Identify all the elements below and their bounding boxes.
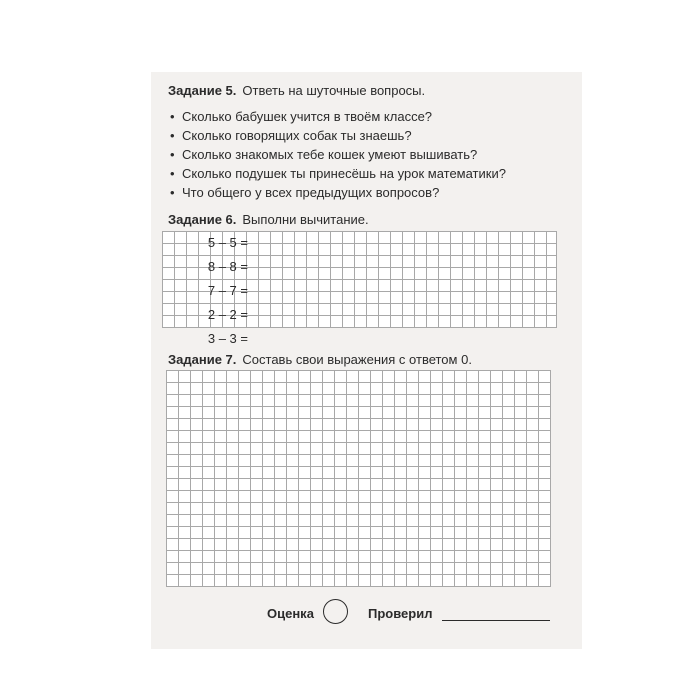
question-item: • Сколько знакомых тебе кошек умеют вышивать? [170,145,506,164]
subtraction-expression: 3 – 3 = [207,331,248,346]
grade-label: Оценка [267,606,314,621]
task7-text: Составь свои выражения с ответом 0. [242,352,472,367]
question-item: • Сколько бабушек учится в твоём классе? [170,107,506,126]
task6-heading [168,212,369,227]
task7-heading [168,352,472,367]
checked-by-label: Проверил [368,606,433,621]
task5-number: Задание 5. [168,83,237,98]
task5-question-list [170,107,506,202]
signature-line[interactable] [442,620,550,621]
task6-text: Выполни вычитание. [242,212,369,227]
task7-answer-grid[interactable] [166,370,551,587]
question-item: • Сколько говорящих собак ты знаешь? [170,126,506,145]
task6-expressions [196,231,248,351]
task5-text: Ответь на шуточные вопросы. [242,83,426,98]
task7-number: Задание 7. [168,352,237,367]
subtraction-expression: 2 – 2 = [207,307,248,322]
subtraction-expression: 5 – 5 = [207,235,248,250]
subtraction-expression: 8 – 8 = [207,259,248,274]
grade-circle[interactable] [323,599,348,624]
task6-number: Задание 6. [168,212,237,227]
task5-heading [168,83,425,98]
question-item: • Что общего у всех предыдущих вопросов? [170,183,506,202]
subtraction-expression: 7 – 7 = [207,283,248,298]
question-item: • Сколько подушек ты принесёшь на урок математики? [170,164,506,183]
